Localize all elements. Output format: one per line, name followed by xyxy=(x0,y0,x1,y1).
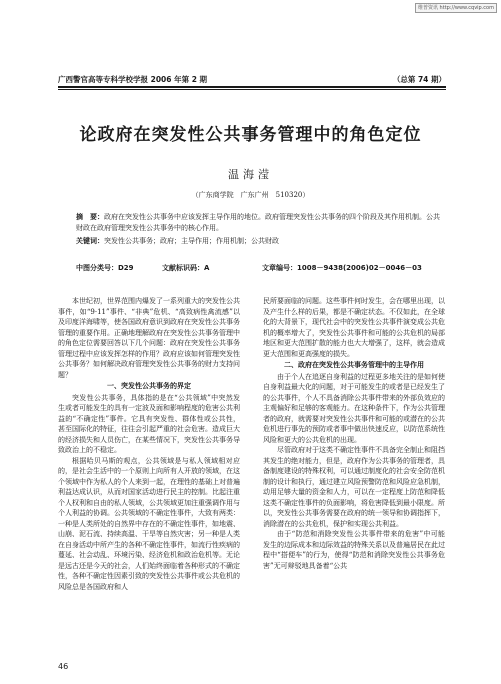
body-paragraph: 本世纪初，世界范围内爆发了一系列重大的突发性公共事件，如“9·11”事件、“非典”危机、“高致病性禽流感”以及印度洋海啸等，使各国政府意识到政府在突发性公共事务管理的重要作用。正确地理解政府在突发性公共事务管理中的角色定位需要回答以下几个问题：政府在突发性公共事务管理过程中应该发挥怎样的作用？政府应该如何管理突发性公共事务？如何解决政府管理突发性公共事务的财力支持问题？ xyxy=(58,297,240,379)
article-id: 文章编号：1008－9438(2006)02－0046－03 xyxy=(262,264,422,272)
section-heading-2: 二、政府在突发性公共事务管理中的主导作用 xyxy=(284,361,424,369)
clc-number: 中图分类号：D29 xyxy=(76,264,134,272)
author: 温海滢 xyxy=(228,168,273,181)
journal-header xyxy=(58,74,446,85)
journal-name: 广西警官高等专科学校学报 2006 年第 2 期 xyxy=(58,75,208,84)
body-paragraph: 突发性公共事务，具体指的是在“公共领域”中突然发生或者可能发生的具有一定波及面和影响程度的危害公共利益的“不确定性”事件。它具有突发性、群体性或公共性，甚至国际化的特征，往往会引起严重的社会危害。造成巨大的经济损失和人员伤亡，在某些情况下，突发性公共事务导致政治上的不稳定。 xyxy=(58,393,240,454)
header-rule-thick xyxy=(58,86,446,88)
keywords-text: 突发性公共事务；政府；主导作用；作用机制；公共财政 xyxy=(104,237,279,245)
classification-line xyxy=(76,263,442,273)
header-rule-thin xyxy=(58,89,446,90)
body-paragraph: 民所要面临的问题。这些事件何时发生，会在哪里出现，以及产生什么样的后果，都是不确定状态。不仅如此，在全球化的大背景下，现代社会中的突发性公共事件演变成公共危机的概率增大了，突发性公共事件和可能的公共危机的局部地区和更大范围扩散的能力也大大增强了，这样，就会造成更大范围和更高强度的损失。 xyxy=(263,297,445,358)
body-paragraph: 根据哈贝马斯的观点，公共领域是与私人领域相对应的，是社会生活中的一个原则上向所有人开放的领域，在这个领域中作为私人的个人来到一起，在理性的基础上对普遍利益达成认识，从而对国家活动进行民主的控制。比起注重个人权利和自由的私人领域，公共领域更加注重强调作用与个人利益的协调。公共领域的不确定性事件，大致有两类：一种是人类所处的自然界中存在的不确定性事件，如地震、山崩、泥石流、持续高温、干旱等自然灾害；另一种是人类在自身活动中所产生的各种不确定性事件，如流行性疾病的蔓延、社会动乱、环境污染、经济危机和政治危机等。无论是远古还是今天的社会，人们始终面临着各种形式的不确定性，各种不确定性因素引致的突发性公共事件或公共危机的风险总是各国政府和人 xyxy=(58,456,240,591)
left-column xyxy=(58,296,240,592)
affiliation: （广东商学院 广东广州 510320） xyxy=(191,191,310,199)
keywords xyxy=(76,236,442,246)
watermark: 维普资讯 http://www.cqvip.com xyxy=(415,3,497,13)
article-title: 论政府在突发性公共事务管理中的角色定位 xyxy=(79,125,422,145)
journal-issue: （总第 74 期） xyxy=(392,75,446,84)
body-paragraph: 尽管政府对于这类不确定性事件不具备完全制止和阻挡其发生的绝对能力，但是，政府作为公共事务的管理者，具备制度建设的特殊权利，可以通过制度化的社会安全防范机制的设计和执行，通过建立风险预警防范和风险应急机制，动用足够大量的资金和人力，可以在一定程度上防范和降低这类不确定性事件的负面影响，将危害降低到最小限度。所以，突发性公共事务需要在政府的统一领导和协调指挥下，消除潜在的公共危机，保护和实现公共利益。 xyxy=(263,446,445,528)
section-heading-1: 一、突发性公共事务的界定 xyxy=(107,382,191,390)
body-paragraph: 由于“防范和消除突发性公共事件带来的危害”中可能发生的边际成本和边际效益的特殊关系以及普遍居民在此过程中“搭便车”的行为，使得“防范和消除突发性公共事务危害”无可辩驳地具备着“公共 xyxy=(263,530,445,570)
abstract-label: 摘 要： xyxy=(76,213,104,221)
document-code: 文献标识码：A xyxy=(162,264,210,272)
page-number: 46 xyxy=(58,662,69,671)
abstract xyxy=(76,212,442,233)
right-column xyxy=(263,296,445,571)
keywords-label: 关键词： xyxy=(76,237,104,245)
abstract-text: 政府在突发性公共事务中应该发挥主导作用的地位。政府管理突发性公共事务的四个阶段及其作用机制。公共财政在政府管理突发性公共事务中的核心作用。 xyxy=(76,213,440,232)
body-paragraph: 由于个人在追逐自身利益的过程更多地关注的是如何使自身利益最大化的问题，对于可能发生的或者是已经发生了的公共事件，个人不具备消除公共事件带来的外部负效应的主观偏好和足够的客观能力。在这种条件下，作为公共管理者的政府，就需要对突发性公共事件和可能的或潜在的公共危机进行事先的预防或者事中做出快速反应，以防范系统性风险和更大的公共危机的出现。 xyxy=(263,372,445,444)
